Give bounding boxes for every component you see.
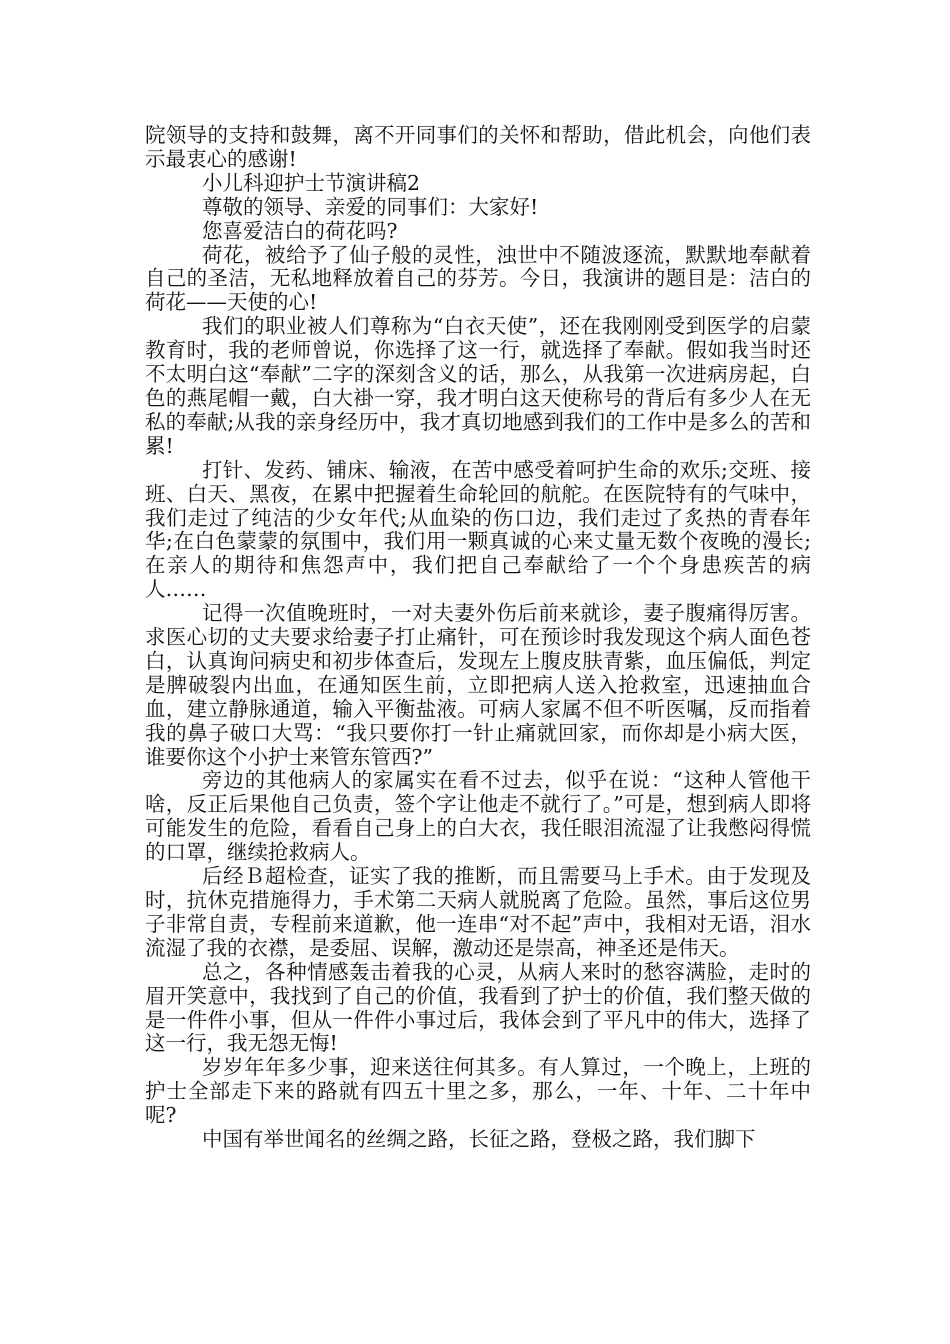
paragraph: 岁岁年年多少事，迎来送往何其多。有人算过，一个晚上，上班的护士全部走下来的路就有四五十里之多，那么，一年、十年、二十年中呢? [145,1055,811,1128]
paragraph: 打针、发药、铺床、输液，在苦中感受着呵护生命的欢乐;交班、接班、白天、黑夜，在累中把握着生命轮回的航舵。在医院特有的气味中，我们走过了纯洁的少女年代;从血染的伤口边，我们走过了炙热的青春年华;在白色蒙蒙的氛围中，我们用一颗真诚的心来丈量无数个夜晚的漫长;在亲人的期待和焦怨声中，我们把自己奉献给了一个个身患疾苦的病人…… [145,457,811,602]
greeting: 尊敬的领导、亲爱的同事们：大家好! [202,194,539,219]
paragraph: 后经Ｂ超检查，证实了我的推断，而且需要马上手术。由于发现及时，抗休克措施得力，手术第二天病人就脱离了危险。虽然，事后这位男子非常自责，专程前来道歉，他一连串“对不起”声中，我相对无语，泪水流湿了我的衣襟，是委屈、误解，激动还是崇高，神圣还是伟天。 [145,864,811,960]
paragraph: 荷花，被给予了仙子般的灵性，浊世中不随波逐流，默默地奉献着自己的圣洁，无私地释放着自己的芬芳。今日，我演讲的题目是：洁白的荷花——天使的心! [145,242,811,315]
document-page [145,124,811,1152]
paragraph: 记得一次值晚班时，一对夫妻外伤后前来就诊，妻子腹痛得厉害。求医心切的丈夫要求给妻子打止痛针，可在预诊时我发现这个病人面色苍白，认真询问病史和初步体查后，发现左上腹皮肤青紫，血压偏低，判定是脾破裂内出血，在通知医生前，立即把病人送入抢救室，迅速抽血合血，建立静脉通道，输入平衡盐液。可病人家属不但不听医嘱，反而指着我的鼻子破口大骂：“我只要你打一针止痛就回家，而你却是小病大医，谁要你这个小护士来管东管西?” [145,601,811,769]
paragraph: 旁边的其他病人的家属实在看不过去，似乎在说：“这种人管他干啥，反正后果他自己负责，签个字让他走不就行了。”可是，想到病人即将可能发生的危险，看看自己身上的白大衣，我任眼泪流湿了让我憋闷得慌的口罩，继续抢救病人。 [145,768,811,865]
paragraph: 您喜爱洁白的荷花吗? [202,218,398,243]
section-heading: 小儿科迎护士节演讲稿2 [202,170,421,195]
paragraph: 我们的职业被人们尊称为“白衣天使”，还在我刚刚受到医学的启蒙教育时，我的老师曾说，你选择了这一行，就选择了奉献。假如我当时还不太明白这“奉献”二字的深刻含义的话，那么，从我第一次进病房起，白色的燕尾帽一戴，白大褂一穿，我才明白这天使称号的背后有多少人在无私的奉献;从我的亲身经历中，我才真切地感到我们的工作中是多么的苦和累! [145,314,811,458]
paragraph: 中国有举世闻名的丝绸之路，长征之路，登极之路，我们脚下 [202,1127,756,1152]
paragraph: 院领导的支持和鼓舞，离不开同事们的关怀和帮助，借此机会，向他们表示最衷心的感谢! [145,123,811,171]
paragraph: 总之，各种情感轰击着我的心灵，从病人来时的愁容满脸，走时的眉开笑意中，我找到了自己的价值，我看到了护士的价值，我们整天做的是一件件小事，但从一件件小事过后，我体会到了平凡中的伟大，选择了这一行，我无怨无悔! [145,959,811,1056]
